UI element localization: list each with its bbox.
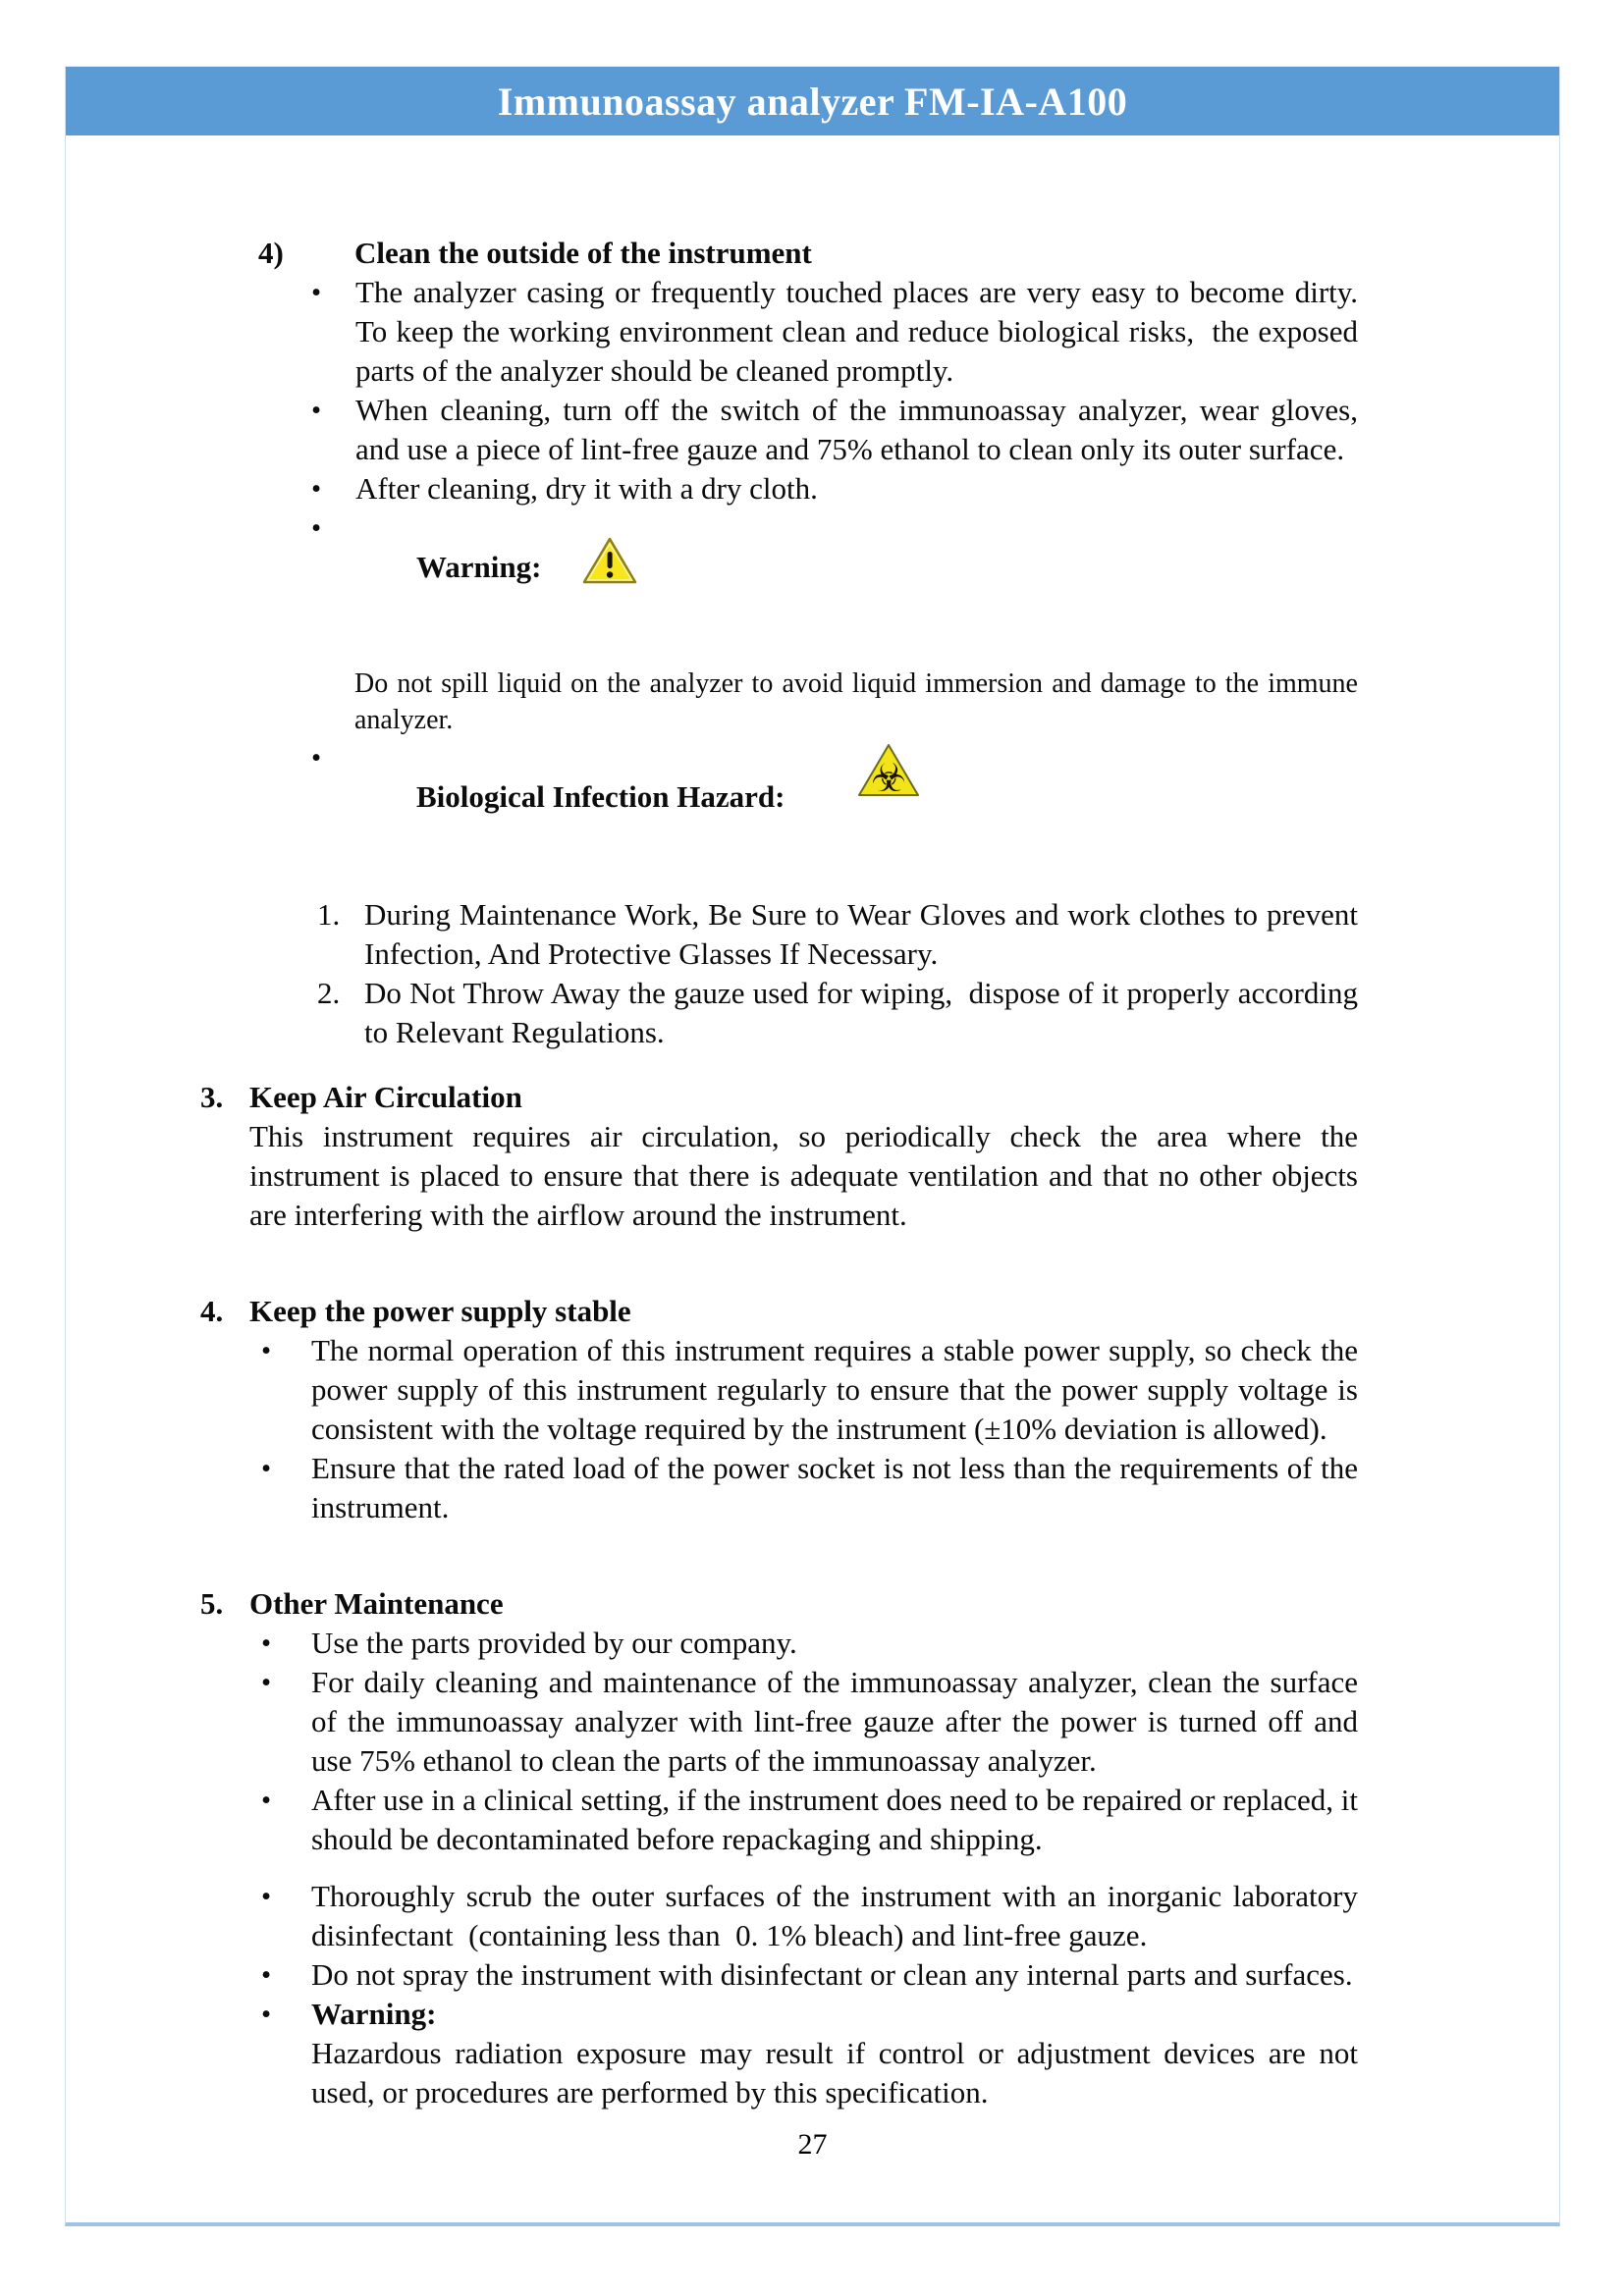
bullet-marker: • (261, 1785, 272, 1816)
bullet-text: The analyzer casing or frequently touched places are very easy to become dirty. To keep the working environment clean and reduce biological risks, the exposed parts of the analyzer should be cleaned promptly. (355, 275, 1366, 388)
warning-description: Do not spill liquid on the analyzer to avoid liquid immersion and damage to the immune analyzer. (354, 668, 1365, 735)
warning-icon (505, 497, 638, 634)
bullet-marker: • (261, 1335, 272, 1366)
biohazard-label: Biological Infection Hazard: (416, 779, 785, 814)
bullet-item (261, 1877, 1366, 1955)
numbered-text: Do Not Throw Away the gauze used for wiping, dispose of it properly according to Relevant Regulations. (364, 976, 1366, 1049)
section-power-supply (200, 1292, 1366, 1527)
numbered-item (317, 974, 1366, 1052)
bullet-marker: • (261, 1999, 272, 2030)
warning-item (311, 508, 1358, 666)
bullet-text: Use the parts provided by our company. (311, 1626, 797, 1660)
section-number: 5. (200, 1586, 224, 1621)
section-title: Keep the power supply stable (249, 1294, 631, 1328)
bullet-text: Thoroughly scrub the outer surfaces of the instrument with an inorganic laboratory disinfectant (containing less than 0. 1% bleach) and lint-free gauze. (311, 1879, 1366, 1952)
bullet-item (261, 1331, 1366, 1449)
biohazard-icon (780, 703, 921, 848)
subsection-heading (258, 234, 1358, 273)
warning-description: Hazardous radiation exposure may result if control or adjustment devices are not used, or procedures are performed by this specification. (311, 2036, 1366, 2109)
subsection-title: Clean the outside of the instrument (354, 236, 812, 270)
bullet-text: Do not spray the instrument with disinfectant or clean any internal parts and surfaces. (311, 1957, 1353, 1992)
bullet-item (261, 1624, 1358, 1663)
section-heading (200, 1292, 1358, 1331)
section-other-maintenance (200, 1584, 1366, 2112)
page-header-bar (66, 67, 1559, 135)
bullet-text: After cleaning, dry it with a dry cloth. (355, 471, 818, 506)
section-title: Other Maintenance (249, 1586, 504, 1621)
bullet-marker: • (261, 1667, 272, 1698)
bullet-marker: • (311, 473, 322, 505)
numbered-item (317, 895, 1366, 974)
bullet-marker: • (311, 395, 322, 426)
document-title: Immunoassay analyzer FM-IA-A100 (497, 79, 1128, 124)
bullet-marker: • (311, 277, 322, 308)
bullet-text: The normal operation of this instrument requires a stable power supply, so check the power supply of this instrument regularly to ensure that the power supply voltage is consistent with the voltage required by the instrument (±10% deviation is allowed). (311, 1333, 1366, 1446)
number-marker: 2. (317, 976, 341, 1010)
section-number: 4. (200, 1294, 224, 1328)
warning-item (261, 1995, 1358, 2034)
subsection-number: 4) (258, 236, 284, 270)
number-marker: 1. (317, 897, 341, 932)
bullet-item (311, 391, 1366, 469)
bullet-item (311, 469, 1358, 508)
section-heading (200, 1584, 1358, 1624)
bullet-marker: • (261, 1628, 272, 1659)
bullet-text: When cleaning, turn off the switch of the immunoassay analyzer, wear gloves, and use a piece of lint-free gauze and 75% ethanol to clean only its outer surface. (355, 393, 1366, 466)
section-heading (200, 1078, 1358, 1117)
document-page (65, 66, 1560, 2226)
numbered-text: During Maintenance Work, Be Sure to Wear Gloves and work clothes to prevent Infection, And Protective Glasses If Necessary. (364, 897, 1366, 971)
section-title: Keep Air Circulation (249, 1080, 522, 1114)
page-content (66, 135, 1559, 2112)
bullet-marker: • (311, 742, 322, 774)
section-paragraph: This instrument requires air circulation, so periodically check the area where the instrument is placed to ensure that there is adequate ventilation and that no other objects are interfering with the airflow around the instrument. (249, 1119, 1366, 1232)
bullet-marker: • (311, 512, 322, 544)
section-number: 3. (200, 1080, 224, 1114)
biohazard-item (311, 738, 1358, 895)
section-keep-air-circulation (200, 1078, 1366, 1235)
bullet-item (261, 1449, 1366, 1527)
bullet-marker: • (261, 1881, 272, 1912)
svg-text:☣: ☣ (870, 756, 906, 799)
bullet-item (261, 1663, 1366, 1781)
bullet-text: After use in a clinical setting, if the instrument does need to be repaired or replaced, it should be decontaminated before repackaging and shipping. (311, 1783, 1366, 1856)
warning-label: Warning: (311, 1997, 437, 2031)
bullet-item (261, 1781, 1366, 1859)
bullet-item (261, 1955, 1358, 1995)
page-number: 27 (797, 2128, 828, 2161)
bullet-text: For daily cleaning and maintenance of the immunoassay analyzer, clean the surface of the immunoassay analyzer with lint-free gauze after the power is turned off and use 75% ethanol to clean the parts of the immunoassay analyzer. (311, 1665, 1366, 1778)
warning-label: Warning: (416, 550, 542, 584)
bullet-marker: • (261, 1453, 272, 1484)
bullet-marker: • (261, 1959, 272, 1991)
bullet-text: Ensure that the rated load of the power socket is not less than the requirements of the instrument. (311, 1451, 1366, 1524)
bullet-item (311, 273, 1366, 391)
